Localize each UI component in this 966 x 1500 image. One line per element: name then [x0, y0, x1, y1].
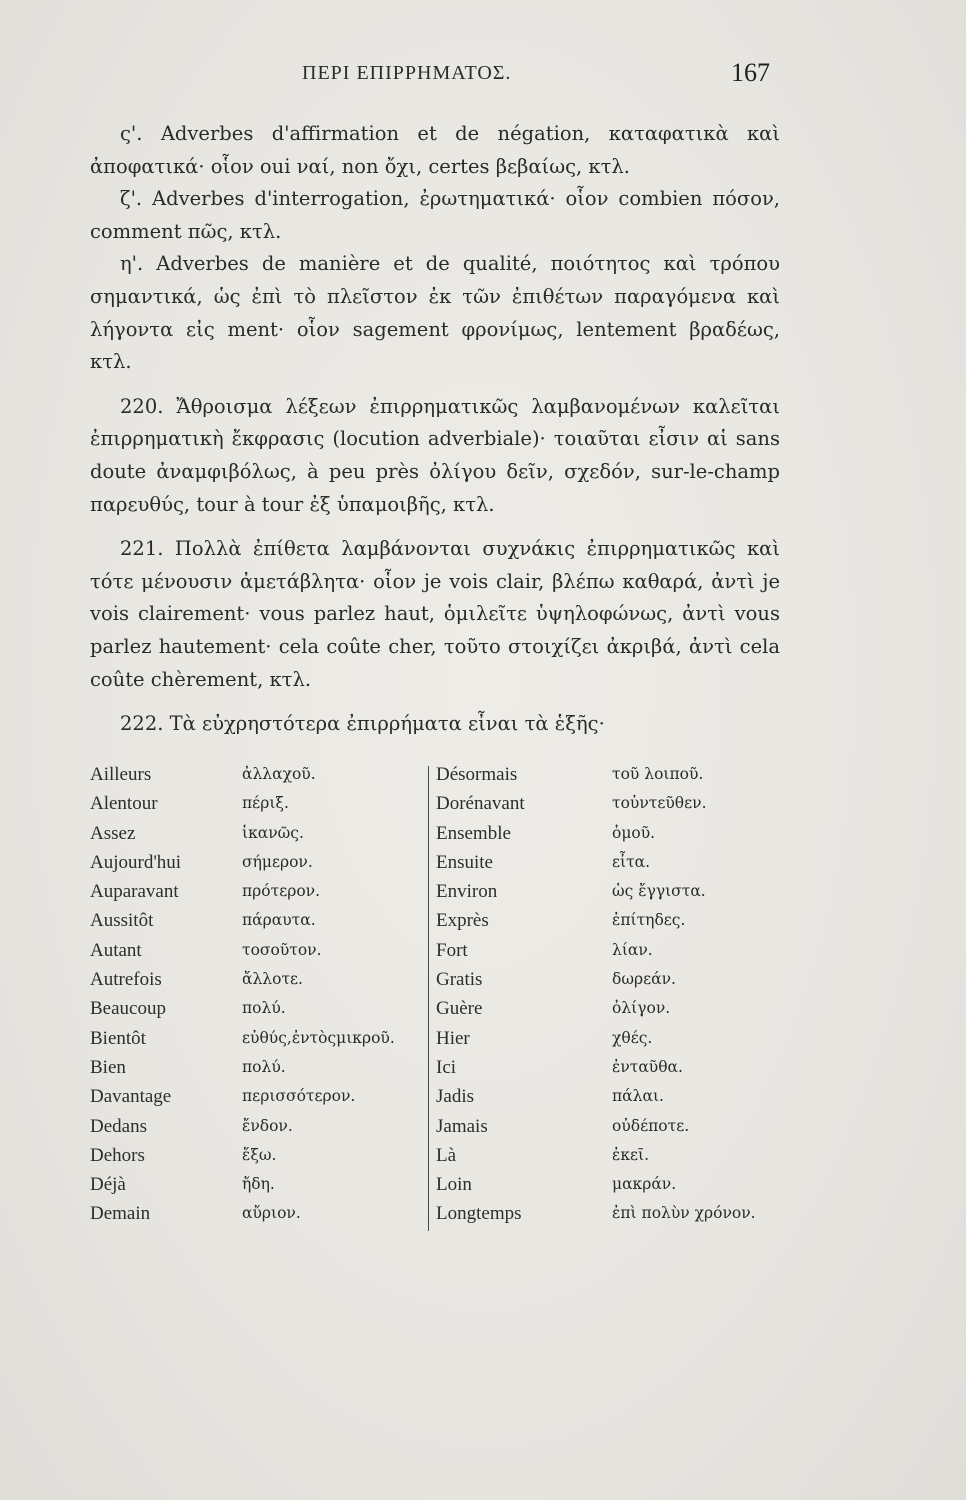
french-adverb: Désormais — [436, 764, 518, 785]
french-adverb: Loin — [436, 1174, 472, 1196]
greek-equivalent: τοὐντεῦθεν. — [612, 794, 707, 813]
adverb-column-left — [90, 760, 426, 1229]
french-adverb: Dedans — [90, 1115, 147, 1137]
french-adverb: Assez — [90, 822, 136, 844]
table-row — [90, 1082, 426, 1111]
french-adverb: Gratis — [436, 969, 483, 991]
french-adverb: Là — [436, 1144, 457, 1166]
page-number: 167 — [731, 58, 770, 87]
table-row — [90, 1199, 426, 1228]
greek-equivalent: πάραυτα. — [242, 911, 316, 930]
greek-equivalent: ἀλλαχοῦ. — [242, 765, 316, 783]
adverb-column-right — [436, 760, 782, 1229]
table-row — [436, 906, 782, 935]
greek-equivalent: σήμερον. — [242, 852, 313, 871]
greek-equivalent: πολύ. — [242, 1057, 286, 1076]
table-row — [90, 1053, 426, 1082]
table-row — [90, 1112, 426, 1141]
table-row — [90, 819, 426, 848]
paragraph-interrogation: ζ'. Adverbes d'interrogation, ἐρωτηματικά· οἷον combien πόσον, comment πῶς, κτλ. — [90, 187, 780, 243]
table-row — [436, 848, 782, 877]
table-row — [90, 789, 426, 818]
table-row — [436, 1082, 782, 1111]
greek-equivalent: ὁμοῦ. — [612, 823, 656, 842]
french-adverb: Autant — [90, 939, 142, 961]
greek-equivalent: αὔριον. — [242, 1204, 301, 1223]
table-row — [90, 877, 426, 906]
french-adverb: Longtemps — [436, 1203, 522, 1225]
greek-equivalent: ἔξω. — [242, 1145, 277, 1164]
paragraph-manner: η'. Adverbes de manière et de qualité, ποιότητος καὶ τρόπου σημαντικά, ὡς ἐπὶ τὸ πλεῖστον ἐκ τῶν ἐπιθέτων παραγόμενα καὶ λήγοντα εἰς ment· οἷον sagement φρονίμως, lentement βραδέως, κτλ. — [90, 252, 780, 374]
greek-equivalent: ὡς ἔγγιστα. — [612, 882, 706, 901]
french-adverb: Jamais — [436, 1115, 488, 1137]
greek-equivalent: ἄλλοτε. — [242, 970, 303, 989]
column-divider — [428, 766, 429, 1231]
french-adverb: Aujourd'hui — [90, 851, 182, 873]
greek-equivalent: ἔνδον. — [242, 1116, 293, 1135]
french-adverb: Demain — [90, 1203, 151, 1225]
french-adverb: Dorénavant — [436, 793, 525, 815]
table-row — [436, 936, 782, 965]
table-row — [436, 1141, 782, 1170]
greek-equivalent: οὐδέποτε. — [612, 1116, 690, 1135]
french-adverb: Bientôt — [90, 1027, 146, 1049]
greek-equivalent: πέριξ. — [242, 794, 289, 813]
paragraph-220: 220. Ἄθροισμα λέξεων ἐπιρρηματικῶς λαμβανομένων καλεῖται ἐπιρρηματικὴ ἔκφρασις (locution adverbiale)· τοιαῦται εἶσιν αἱ sans doute ἀναμφιβόλως, à peu près ὀλίγου δεῖν, σχεδόν, sur-le-champ παρευθύς, tour à tour ἐξ ὑπαμοιβῆς, κτλ. — [90, 394, 780, 516]
table-row — [436, 789, 782, 818]
french-adverb: Guère — [436, 998, 483, 1020]
french-adverb: Dehors — [90, 1144, 145, 1166]
greek-equivalent: εὐθύς,ἐντὸςμικροῦ. — [242, 1028, 395, 1047]
greek-equivalent: ἱκανῶς. — [242, 823, 304, 842]
french-adverb: Déjà — [90, 1174, 126, 1196]
french-adverb: Ensuite — [436, 851, 493, 873]
paragraph-affirmation: ς'. Adverbes d'affirmation et de négation, καταφατικὰ καὶ ἀποφατικά· οἷον oui ναί, non ὄχι, certes βεβαίως, κτλ. — [90, 122, 780, 178]
greek-equivalent: ἐνταῦθα. — [612, 1057, 683, 1076]
greek-equivalent: τοσοῦτον. — [242, 940, 322, 959]
greek-equivalent: πάλαι. — [612, 1087, 664, 1106]
french-adverb: Autrefois — [90, 969, 162, 991]
french-adverb: Alentour — [90, 793, 158, 815]
table-row — [436, 1112, 782, 1141]
table-row — [436, 760, 782, 789]
greek-equivalent: ὀλίγον. — [612, 999, 671, 1018]
greek-equivalent: χθές. — [612, 1028, 653, 1047]
greek-equivalent: τοῦ λοιποῦ. — [612, 765, 704, 783]
table-row — [436, 877, 782, 906]
table-row — [90, 848, 426, 877]
french-adverb: Auparavant — [90, 881, 179, 903]
french-adverb: Ici — [436, 1056, 457, 1078]
table-row — [90, 906, 426, 935]
greek-equivalent: ἤδη. — [242, 1175, 275, 1194]
table-row — [90, 1141, 426, 1170]
french-adverb: Fort — [436, 939, 468, 961]
french-adverb: Jadis — [436, 1086, 474, 1108]
table-row — [436, 1170, 782, 1199]
greek-equivalent: δωρεάν. — [612, 970, 676, 989]
greek-equivalent: λίαν. — [612, 940, 653, 959]
french-adverb: Environ — [436, 881, 498, 903]
table-row — [436, 1199, 782, 1228]
page-header — [90, 58, 770, 92]
table-row — [436, 1024, 782, 1053]
french-adverb: Hier — [436, 1027, 470, 1049]
greek-equivalent: ἐκεῖ. — [612, 1145, 650, 1164]
french-adverb: Bien — [90, 1056, 126, 1078]
greek-equivalent: πολύ. — [242, 999, 286, 1018]
greek-equivalent: εἶτα. — [612, 852, 651, 871]
french-adverb: Ailleurs — [90, 764, 152, 785]
table-row — [90, 936, 426, 965]
table-row — [436, 819, 782, 848]
table-row — [90, 760, 426, 789]
table-row — [436, 965, 782, 994]
french-adverb: Exprès — [436, 910, 489, 932]
french-adverb: Davantage — [90, 1086, 172, 1108]
greek-equivalent: ἐπίτηδες. — [612, 911, 686, 930]
table-row — [90, 965, 426, 994]
table-row — [90, 1170, 426, 1199]
running-head: ΠΕΡΙ ΕΠΙΡΡΗΜΑΤΟΣ. — [302, 62, 512, 84]
greek-equivalent: μακράν. — [612, 1175, 677, 1194]
table-row — [90, 994, 426, 1023]
body-text — [90, 118, 780, 741]
greek-equivalent: πρότερον. — [242, 882, 321, 901]
greek-equivalent: περισσότερον. — [242, 1087, 356, 1106]
french-adverb: Ensemble — [436, 822, 511, 844]
table-row — [90, 1024, 426, 1053]
greek-equivalent: ἐπὶ πολὺν χρόνον. — [612, 1204, 756, 1223]
table-row — [436, 1053, 782, 1082]
french-adverb: Beaucoup — [90, 998, 166, 1020]
paragraph-221: 221. Πολλὰ ἐπίθετα λαμβάνονται συχνάκις ἐπιρρηματικῶς καὶ τότε μένουσιν ἀμετάβλητα· οἷον je vois clair, βλέπω καθαρά, ἀντὶ je vois clairement· vous parlez haut, ὁμιλεῖτε ὑψηλοφώνως, ἀντὶ vous parlez hautement· cela coûte cher, τοῦτο στοιχίζει ἀκριβά, ἀντὶ cela coûte chèrement, κτλ. — [90, 537, 780, 691]
french-adverb: Aussitôt — [90, 910, 154, 932]
paragraph-222: 222. Τὰ εὐχρηστότερα ἐπιρρήματα εἶναι τὰ ἑξῆς· — [120, 712, 605, 736]
table-row — [436, 994, 782, 1023]
